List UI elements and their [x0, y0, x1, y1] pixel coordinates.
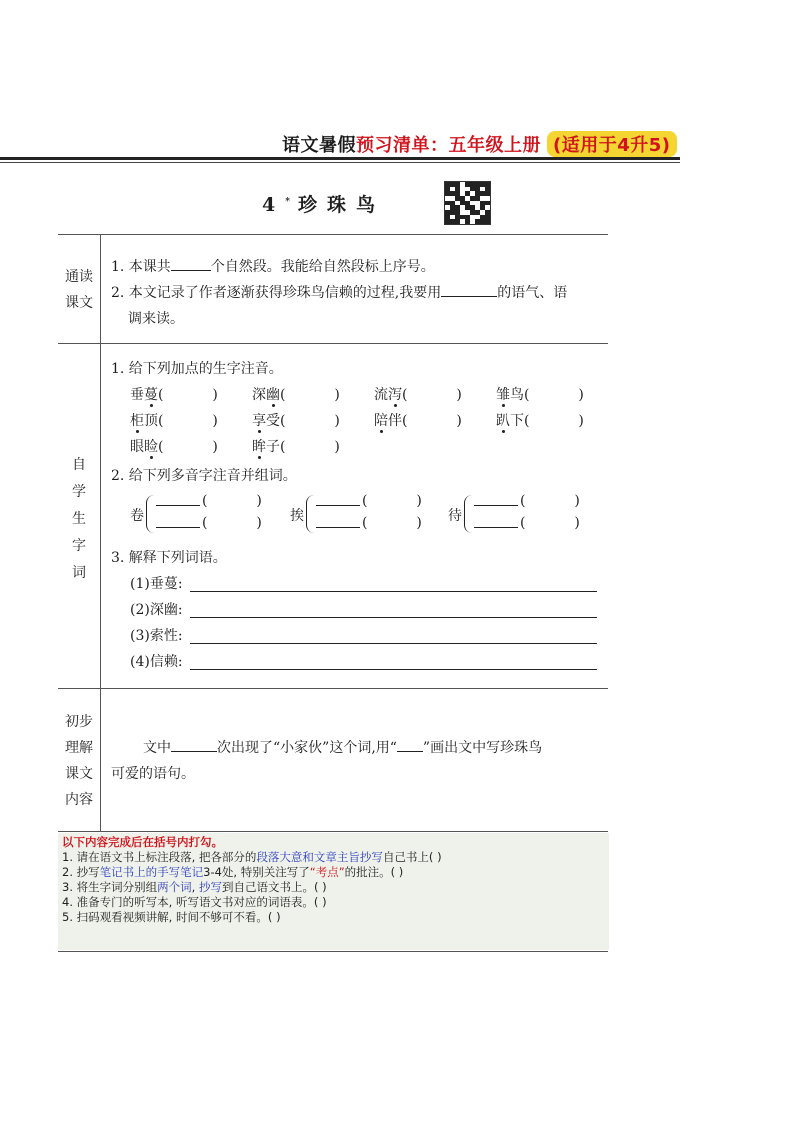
polyphone-word-paren[interactable]: ( ) — [202, 493, 262, 509]
understand-text-a: 文中 — [143, 740, 171, 756]
header-title-part2: 预习清单：五年级上册 — [356, 135, 541, 156]
table-line-2 — [58, 688, 608, 689]
pinyin-word — [130, 387, 158, 403]
polyphone-pinyin-line-1[interactable] — [316, 491, 360, 506]
pinyin-item[interactable] — [374, 410, 462, 430]
polyphone-pinyin-line-2[interactable] — [316, 513, 360, 528]
lesson-star: * — [285, 196, 290, 207]
checklist-item-1-b: 段落大意和文章主旨抄写 — [256, 850, 383, 864]
pinyin-answer-paren[interactable]: ( ) — [158, 413, 218, 429]
pinyin-target-char: 享 — [252, 413, 266, 429]
header-rule-thin — [0, 162, 680, 163]
polyphone-group — [130, 491, 270, 541]
polyphone-word-paren[interactable]: ( ) — [362, 493, 422, 509]
pinyin-answer-paren[interactable]: ( ) — [524, 387, 584, 403]
checklist-item-2-d: “考点” — [309, 865, 345, 879]
table-line-top — [58, 234, 608, 235]
understand-question-line1 — [143, 735, 542, 761]
brace-icon — [464, 495, 472, 533]
section-label-understand-line2: 理解 — [65, 740, 93, 756]
checklist-item-3-e: 到自己语文书上。( ) — [221, 880, 327, 894]
task-checklist — [58, 833, 609, 950]
pinyin-answer-paren[interactable]: ( ) — [158, 387, 218, 403]
pinyin-target-char: 陪 — [374, 413, 388, 429]
pinyin-target-char: 蔓 — [144, 387, 158, 403]
self-study-question-2: 2. 给下列多音字注音并组词。 — [111, 468, 297, 484]
term-answer-line-1[interactable] — [190, 591, 597, 592]
pinyin-word — [496, 387, 524, 403]
lesson-title — [262, 190, 385, 217]
read-q1-text-a: 1. 本课共 — [111, 259, 171, 275]
read-q2-text-a: 2. 本文记录了作者逐渐获得珍珠鸟信赖的过程,我要用 — [111, 285, 442, 301]
pinyin-answer-paren[interactable]: ( ) — [524, 413, 584, 429]
checklist-item-3-c: , — [191, 880, 199, 894]
pinyin-item[interactable] — [130, 384, 218, 404]
pinyin-answer-paren[interactable]: ( ) — [402, 413, 462, 429]
self-study-question-3: 3. 解释下列词语。 — [111, 550, 227, 566]
polyphone-char: 卷 — [130, 508, 144, 524]
pinyin-word — [252, 413, 280, 429]
pinyin-item[interactable] — [130, 436, 218, 456]
understand-mark-blank — [397, 735, 423, 752]
polyphone-pinyin-line-1[interactable] — [156, 491, 200, 506]
polyphone-word-paren[interactable]: ( ) — [362, 515, 422, 531]
checklist-item-3-a: 3. 将生字词分别组 — [62, 880, 158, 894]
checklist-item-1[interactable] — [58, 850, 609, 865]
section-label-understand — [58, 709, 100, 813]
qr-cell — [485, 219, 490, 224]
table-column-divider — [100, 234, 101, 831]
pinyin-word-suffix: 伴 — [388, 413, 402, 429]
polyphone-pinyin-line-1[interactable] — [474, 491, 518, 506]
checklist-item-3-d: 抄写 — [198, 880, 222, 894]
brace-icon — [306, 495, 314, 533]
section-label-self-study-char-1: 自 — [72, 457, 86, 473]
polyphone-char: 挨 — [290, 508, 304, 524]
pinyin-word-suffix: 下 — [510, 413, 524, 429]
term-answer-line-4[interactable] — [190, 669, 597, 670]
pinyin-word — [130, 413, 158, 429]
understand-count-blank[interactable] — [171, 735, 217, 752]
section-label-self-study-char-5: 词 — [72, 565, 86, 581]
header-title-tag: (适用于4升5) — [547, 131, 677, 157]
lesson-number: 4 — [262, 194, 286, 216]
polyphone-word-paren[interactable]: ( ) — [520, 493, 580, 509]
header-title-part1: 语文暑假 — [282, 135, 356, 156]
polyphone-word-paren[interactable]: ( ) — [520, 515, 580, 531]
pinyin-target-char: 睑 — [144, 439, 158, 455]
term-label-2: (2)深幽: — [130, 602, 183, 618]
pinyin-item[interactable] — [374, 384, 462, 404]
table-line-1 — [58, 343, 608, 344]
checklist-item-2-b: 笔记书上的手写笔记 — [99, 865, 204, 879]
section-label-read — [58, 264, 100, 316]
pinyin-answer-paren[interactable]: ( ) — [280, 413, 340, 429]
polyphone-char: 待 — [448, 508, 462, 524]
section-label-understand-line4: 内容 — [65, 792, 93, 808]
checklist-item-2-a: 2. 抄写 — [62, 865, 100, 879]
pinyin-word-prefix: 垂 — [130, 387, 144, 403]
pinyin-word-suffix: 受 — [266, 413, 280, 429]
pinyin-word — [130, 439, 158, 455]
pinyin-word-prefix: 眼 — [130, 439, 144, 455]
pinyin-answer-paren[interactable]: ( ) — [158, 439, 218, 455]
pinyin-word-suffix: 鸟 — [510, 387, 524, 403]
pinyin-word — [252, 439, 280, 455]
pinyin-target-char: 眸 — [252, 439, 266, 455]
section-label-read-line1: 通读 — [65, 269, 93, 285]
section-label-self-study-char-3: 生 — [72, 511, 86, 527]
pinyin-word-suffix: 顶 — [144, 413, 158, 429]
section-label-understand-line1: 初步 — [65, 714, 93, 730]
checklist-item-3[interactable] — [58, 880, 609, 895]
pinyin-answer-paren[interactable]: ( ) — [280, 387, 340, 403]
read-q2-text-c: 调来读。 — [128, 311, 184, 327]
checklist-item-2[interactable] — [58, 865, 609, 880]
checklist-item-2-c: 3-4处, 特别关注写了 — [203, 865, 310, 879]
read-q1-text-b: 个自然段。我能给自然段标上序号。 — [210, 259, 435, 275]
pinyin-word — [496, 413, 524, 429]
header-rule-thick — [0, 157, 680, 160]
understand-text-c: ”画出文中写珍珠鸟 — [422, 740, 543, 756]
pinyin-target-char: 柜 — [130, 413, 144, 429]
page-header-title — [282, 131, 677, 157]
polyphone-pinyin-line-2[interactable] — [474, 513, 518, 528]
checklist-item-5[interactable]: 5. 扫码观看视频讲解, 时间不够可不看。( ) — [62, 910, 281, 924]
section-label-understand-line3: 课文 — [65, 766, 93, 782]
checklist-item-3-b: 两个词 — [157, 880, 192, 894]
understand-text-b: 次出现了“小家伙”这个词,用“ — [217, 740, 397, 756]
read-q2-blank[interactable] — [441, 280, 497, 297]
lesson-name: 珍珠鸟 — [297, 194, 385, 216]
table-line-bottom — [58, 951, 608, 952]
polyphone-word-paren[interactable]: ( ) — [202, 515, 262, 531]
term-label-3: (3)索性: — [130, 628, 183, 644]
pinyin-item[interactable] — [130, 410, 218, 430]
term-label-1: (1)垂蔓: — [130, 576, 183, 592]
checklist-heading: 以下内容完成后在括号内打勾。 — [62, 835, 223, 849]
polyphone-pinyin-line-2[interactable] — [156, 513, 200, 528]
polyphone-group — [290, 491, 430, 541]
term-answer-line-3[interactable] — [190, 643, 597, 644]
checklist-item-1-a: 1. 请在语文书上标注段落, 把各部分的 — [62, 850, 257, 864]
section-label-self-study-char-2: 学 — [72, 484, 86, 500]
pinyin-target-char: 趴 — [496, 413, 510, 429]
pinyin-answer-paren[interactable]: ( ) — [402, 387, 462, 403]
pinyin-word — [252, 387, 280, 403]
pinyin-word-prefix: 深 — [252, 387, 266, 403]
self-study-question-1: 1. 给下列加点的生字注音。 — [111, 361, 283, 377]
pinyin-item[interactable] — [496, 410, 584, 430]
pinyin-target-char: 泻 — [388, 387, 402, 403]
pinyin-word-suffix: 子 — [266, 439, 280, 455]
table-line-3 — [58, 831, 608, 832]
section-label-self-study — [58, 452, 100, 587]
pinyin-item[interactable] — [496, 384, 584, 404]
pinyin-target-char: 幽 — [266, 387, 280, 403]
pinyin-word — [374, 413, 402, 429]
term-label-4: (4)信赖: — [130, 654, 183, 670]
section-label-read-line2: 课文 — [65, 295, 93, 311]
pinyin-item[interactable] — [252, 410, 340, 430]
polyphone-group — [448, 491, 588, 541]
term-answer-line-2[interactable] — [190, 617, 597, 618]
pinyin-word — [374, 387, 402, 403]
checklist-item-2-e: 的批注。( ) — [344, 865, 404, 879]
pinyin-item[interactable] — [252, 436, 340, 456]
pinyin-target-char: 雏 — [496, 387, 510, 403]
checklist-item-1-c: 自己书上( ) — [382, 850, 442, 864]
read-q2-text-b: 的语气、语 — [497, 285, 568, 301]
read-q1-blank[interactable] — [171, 254, 211, 271]
brace-icon — [146, 495, 154, 533]
checklist-item-4[interactable]: 4. 准备专门的听写本, 听写语文书对应的词语表。( ) — [62, 895, 327, 909]
section-label-self-study-char-4: 字 — [72, 538, 86, 554]
understand-text-d: 可爱的语句。 — [111, 766, 195, 782]
pinyin-word-prefix: 流 — [374, 387, 388, 403]
pinyin-answer-paren[interactable]: ( ) — [280, 439, 340, 455]
pinyin-item[interactable] — [252, 384, 340, 404]
read-question-1 — [111, 254, 435, 280]
qr-code-icon[interactable] — [444, 181, 491, 225]
read-question-2 — [111, 280, 567, 306]
